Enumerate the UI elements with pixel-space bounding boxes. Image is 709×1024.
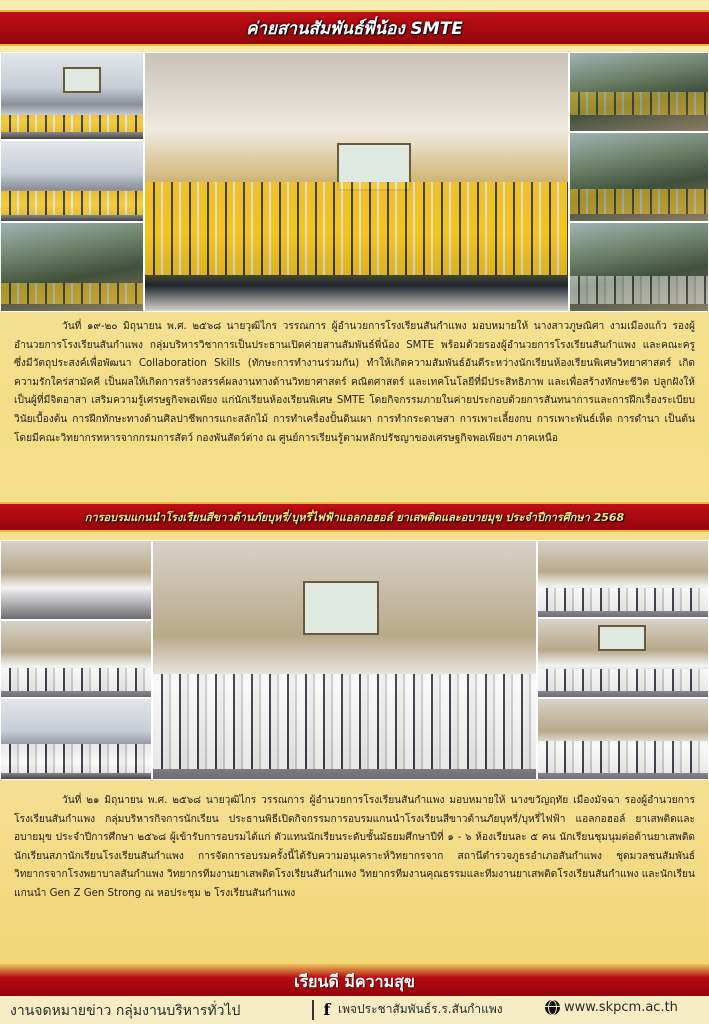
photo-group <box>144 52 569 312</box>
footer-divider <box>312 1000 314 1020</box>
section2-title-banner <box>0 502 709 532</box>
section1-article <box>14 318 695 448</box>
photo-classroom <box>537 540 709 618</box>
photo-stage <box>537 618 709 698</box>
facebook-icon: f <box>323 1000 331 1019</box>
photo-certificate <box>537 698 709 780</box>
photo-workshop <box>0 222 144 312</box>
section1-paragraph: วันที่ ๑๙-๒๐ มิถุนายน พ.ศ. ๒๕๖๘ นายวุฒิไกร วรรณการ ผู้อำนวยการโรงเรียนสันกำแพง มอบหมายให้ นางสาวภูษณิศา งามเมืองแก้ว รองผู้อำนวยการโรงเรียนสันกำแพง กลุ่มบริหารวิชาการเป็นประธานเปิดค่ายสานสัมพันธ์พี่น้อง SMTE พร้อมด้วยรองผู้อำนวยการโรงเรียนสันกำแพง และคณะครู ซึ่งมีวัตถุประสงค์เพื่อพัฒนา Collaboration Skills (ทักษะการทำงานร่วมกัน) ทำให้เกิดความสัมพันธ์อันดีระหว่างนักเรียนห้องเรียนพิเศษวิทยาศาสตร์ เกิดความรักใคร่สามัคคี เป็นผลให้เกิดการสร้างสรรค์ผลงานทางด้านวิทยาศาสตร์ คณิตศาสตร์ และเทคโนโลยีที่มีประสิทธิภาพ และเพื่อสร้างทักษะชีวิต ปลูกฝังให้เป็นผู้ที่มีจิตอาสา เสริมความรู้เศรษฐกิจพอเพียง แก่นักเรียนห้องเรียนพิเศษ SMTE โดยกิจกรรมภายในค่ายประกอบด้วยการสันทนาการและการฝึกเรื่องระเบียบวินัยเบื้องต้น การฝึกทักษะทางด้านศิลปาชีพการแกะสลักไม้ การทำเครื่องปั้นดินเผา การทำกระดาษสา การเพาะเลี้ยงกบ การเพาะพันธ์เห็ด การดำนา เป็นต้น โดยมีคณะวิทยากรทหารจากกรมการสัตว์ กองพันสัตว์ต่าง ณ ศูนย์การเรียนรู้ตามหลักปรัชญาของเศรษฐกิจพอเพียงฯ ภาคเหนือ <box>14 321 695 444</box>
newsletter-label: งานจดหมายข่าว กลุ่มงานบริหารทั่วไป <box>10 1003 241 1019</box>
section2-article <box>14 792 695 904</box>
photo-flowers <box>0 540 152 620</box>
photo-training-main <box>152 540 537 780</box>
motto-banner <box>0 962 709 998</box>
section1-title: ค่ายสานสัมพันธ์พี่น้อง SMTE <box>246 18 463 39</box>
photo-pottery <box>569 222 709 312</box>
photo-assembly-hall <box>0 140 144 222</box>
photo-rice-field <box>569 52 709 132</box>
section2-title: การอบรมแกนนำโรงเรียนสีขาวต้านภัยบุหรี่/บุหรี่ไฟฟ้าแอลกอฮอล์ ยาเสพติดและอบายมุข ประจำปีการศึกษา 2568 <box>84 511 625 524</box>
globe-icon <box>545 1000 560 1015</box>
photo-hall-students <box>0 698 152 780</box>
footer-bar <box>0 996 709 1024</box>
photo-speaker <box>0 52 144 140</box>
photo-craft <box>569 132 709 222</box>
section1-title-banner <box>0 10 709 46</box>
facebook-link[interactable] <box>320 1000 503 1019</box>
motto-text: เรียนดี มีความสุข <box>294 972 415 991</box>
photo-guests <box>0 620 152 698</box>
website-url: www.skpcm.ac.th <box>564 1000 678 1015</box>
section2-paragraph: วันที่ ๒๑ มิถุนายน พ.ศ. ๒๕๖๘ นายวุฒิไกร วรรณการ ผู้อำนวยการโรงเรียนสันกำแพง มอบหมายให้ นางขวัญฤทัย เมืองมัจฉา รองผู้อำนวยการโรงเรียนสันกำแพง กลุ่มบริหารกิจการนักเรียน ประธานพิธีเปิดกิจกรรมการอบรมแกนนำโรงเรียนสีขาวต้านภัยบุหรี่/บุหรี่ไฟฟ้า แอลกอฮอล์ ยาเสพติดและอบายมุข ประจำปีการศึกษา ๒๕๖๘ ผู้เข้ารับการอบรมได้แก่ ตัวแทนนักเรียนระดับชั้นมัธยมศึกษาปีที่ ๑ - ๖ ห้องเรียนละ ๕ คน นักเรียนชุมนุมต่อต้านยาเสพติด นักเรียนสภานักเรียนโรงเรียนสันกำแพง การจัดการอบรมครั้งนี้ได้รับความอนุเคราะห์วิทยากรจาก สถานีตำรวจภูธรอำเภอสันกำแพง ชุดมวลชนสัมพันธ์ วิทยากรจากโรงพยาบาลสันกำแพง วิทยากรทีมงานยาเสพติดโรงเรียนสันกำแพง วิทยากรทีมงานคุณธรรมและทีมงานยาเสพติดโรงเรียนสันกำแพง และนักเรียนแกนนำ Gen Z Gen Strong ณ หอประชุม ๒ โรงเรียนสันกำแพง <box>14 795 695 899</box>
facebook-page-name: เพจประชาสัมพันธ์ร.ร.สันกำแพง <box>338 1002 503 1016</box>
website-link[interactable] <box>545 1000 678 1015</box>
